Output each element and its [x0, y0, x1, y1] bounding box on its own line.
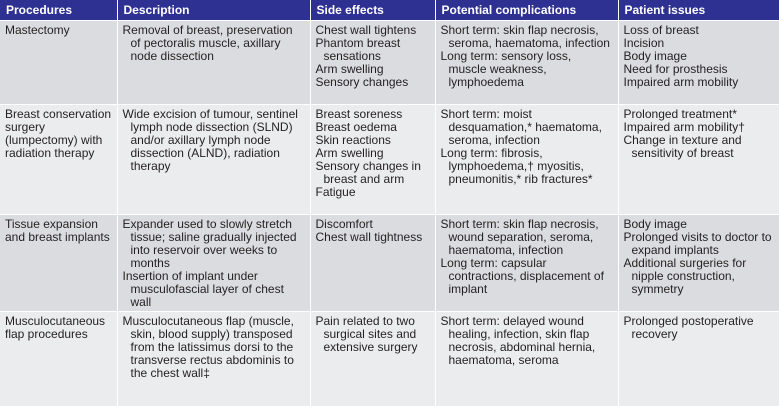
patient-issues-cell: [618, 312, 779, 406]
side-effect-item: Sensory changes in breast and arm: [316, 160, 430, 186]
complication-item: Short term: skin flap necrosis, seroma, haematoma, infection: [441, 24, 613, 50]
procedure-cell: Tissue expansion and breast implants: [0, 215, 117, 312]
complication-item: Long term: sensory loss, muscle weakness, lymphoedema: [441, 50, 613, 89]
patient-issues-cell: [618, 21, 779, 105]
patient-issue-item: Loss of breast: [624, 24, 775, 37]
side-effects-cell: [310, 21, 435, 105]
complication-item: Long term: capsular contractions, displacement of implant: [441, 257, 613, 296]
description-cell: [117, 215, 310, 312]
side-effect-item: Fatigue: [316, 186, 430, 199]
side-effect-item: Sensory changes: [316, 76, 430, 89]
side-effects-cell: [310, 312, 435, 406]
patient-issue-item: Prolonged postoperative recovery: [624, 315, 775, 341]
header-patient-issues: Patient issues: [618, 0, 779, 21]
description-text: Expander used to slowly stretch tissue; saline gradually injected into reservoir over weeks to months: [123, 218, 305, 270]
description-text: Wide excision of tumour, sentinel lymph node dissection (SLND) and/or axillary lymph node dissection (ALND), radiation therapy: [123, 108, 305, 173]
procedure-cell: Musculocutaneous flap procedures: [0, 312, 117, 406]
complication-item: Short term: delayed wound healing, infection, skin flap necrosis, abdominal hernia, haematoma, seroma: [441, 315, 613, 367]
patient-issue-item: Need for prosthesis: [624, 63, 775, 76]
patient-issue-item: Impaired arm mobility†: [624, 121, 775, 134]
header-row: [0, 0, 779, 21]
patient-issue-item: Change in texture and sensitivity of breast: [624, 134, 775, 160]
patient-issues-cell: [618, 215, 779, 312]
side-effect-item: Chest wall tightens: [316, 24, 430, 37]
complications-cell: [435, 215, 618, 312]
side-effects-cell: [310, 105, 435, 215]
complication-item: Long term: fibrosis, lymphoedema,† myositis, pneumonitis,* rib fractures*: [441, 147, 613, 186]
side-effect-item: Skin reactions: [316, 134, 430, 147]
side-effect-item: Breast oedema: [316, 121, 430, 134]
side-effect-item: Pain related to two surgical sites and extensive surgery: [316, 315, 430, 354]
patient-issue-item: Incision: [624, 37, 775, 50]
side-effect-item: Phantom breast sensations: [316, 37, 430, 63]
side-effect-item: Breast soreness: [316, 108, 430, 121]
table-row: [0, 105, 779, 215]
patient-issue-item: Prolonged treatment*: [624, 108, 775, 121]
patient-issue-item: Body image: [624, 50, 775, 63]
patient-issue-item: Additional surgeries for nipple construction, symmetry: [624, 257, 775, 296]
procedure-cell: Mastectomy: [0, 21, 117, 105]
description-text: Removal of breast, preservation of pectoralis muscle, axillary node dissection: [123, 24, 305, 63]
description-text: Insertion of implant under musculofascial layer of chest wall: [123, 270, 305, 309]
complications-cell: [435, 312, 618, 406]
procedure-cell: Breast conservation surgery (lumpectomy) with radiation therapy: [0, 105, 117, 215]
patient-issues-cell: [618, 105, 779, 215]
patient-issue-item: Impaired arm mobility: [624, 76, 775, 89]
description-text: Musculocutaneous flap (muscle, skin, blood supply) transposed from the latissimus dorsi to the transverse rectus abdominis to the chest wall‡: [123, 315, 305, 380]
complication-item: Short term: skin flap necrosis, wound separation, seroma, haematoma, infection: [441, 218, 613, 257]
side-effect-item: Arm swelling: [316, 63, 430, 76]
header-procedures: Procedures: [0, 0, 117, 21]
table-row: [0, 215, 779, 312]
complication-item: Short term: moist desquamation,* haematoma, seroma, infection: [441, 108, 613, 147]
description-cell: [117, 105, 310, 215]
patient-issue-item: Body image: [624, 218, 775, 231]
side-effect-item: Discomfort: [316, 218, 430, 231]
side-effect-item: Chest wall tightness: [316, 231, 430, 244]
side-effects-cell: [310, 215, 435, 312]
header-complications: Potential complications: [435, 0, 618, 21]
description-cell: [117, 312, 310, 406]
complications-cell: [435, 21, 618, 105]
description-cell: [117, 21, 310, 105]
header-side-effects: Side effects: [310, 0, 435, 21]
patient-issue-item: Prolonged visits to doctor to expand implants: [624, 231, 775, 257]
table-row: [0, 21, 779, 105]
table-row: [0, 312, 779, 406]
complications-cell: [435, 105, 618, 215]
side-effect-item: Arm swelling: [316, 147, 430, 160]
header-description: Description: [117, 0, 310, 21]
